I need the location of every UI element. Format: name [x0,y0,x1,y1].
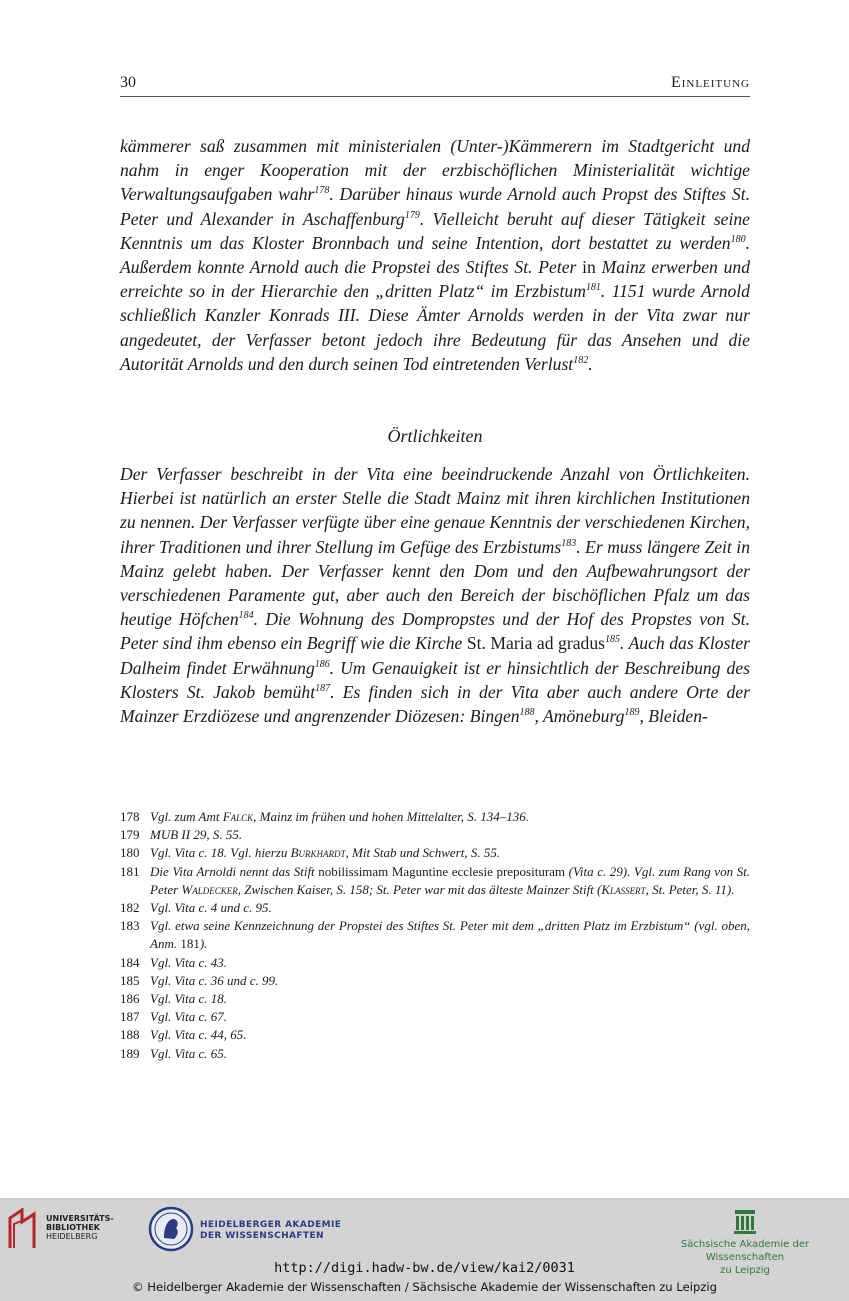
text-span: . Er muss längere Zeit in Mainz gelebt haben. Der Verfasser kennt den Dom und den Aufbewahrungsort der verschiedenen Paramente gut, aber auch den Bereich der bischöflichen Pfalz um das heutige Höfchen [120,536,750,630]
footnote-text: Vgl. Vita c. 43. [150,954,228,970]
footnote-number: 178 [120,809,140,824]
footnote-number: 182 [120,900,140,916]
footnotes [120,808,750,1063]
ub-line: HEIDELBERG [46,1232,98,1241]
text-span: , Zwischen Kaiser, S. 158; St. Peter war mit das älteste Mainzer Stift ( [237,881,602,897]
footnote-text: Vgl. Vita c. 4 und c. 95. [150,900,272,916]
text-span: . Um Genauigkeit ist er hinsichtlich der Beschreibung des Klosters St. Jakob bemüht [120,657,750,702]
footnote-182 [120,899,750,917]
saw-line: zu Leipzig [720,1265,770,1276]
footnote-186 [120,990,750,1008]
footnote-ref[interactable]: 186 [314,658,330,670]
text-span: in [576,257,602,278]
footnote-ref[interactable]: 185 [604,634,620,646]
academy-seal-icon [148,1206,194,1252]
text-span: , Amöneburg [534,706,625,727]
footnote-text [150,863,750,899]
ub-line: BIBLIOTHEK [46,1223,100,1232]
footnote-number: 183 [120,918,140,934]
author-name: Falck [222,809,254,824]
footnote-ref[interactable]: 181 [585,282,601,294]
footnote-ref[interactable]: 187 [315,682,331,694]
ub-line: UNIVERSITÄTS- [46,1214,114,1223]
footnote-ref[interactable]: 189 [624,707,640,719]
author-name: Klassert [601,881,646,897]
footnote-187 [120,1008,750,1026]
haw-logo[interactable] [148,1206,348,1254]
text-span: kämmerer saß zusammen mit ministerialen (Unter-)Kämmerern im Stadtgericht und nahm in enger Kooperation mit der erzbischöflichen Ministerialität wichtige Verwaltungsaufgaben wahr [120,136,750,205]
footnote-text: Vgl. Vita c. 65. [150,1045,228,1061]
copyright-notice: © Heidelberger Akademie der Wissenschaften / Sächsische Akademie der Wissenschaften zu Leipzig [132,1280,717,1294]
footnote-184 [120,954,750,972]
footnote-ref[interactable]: 180 [730,233,746,245]
footnote-number: 189 [120,1045,140,1061]
footnote-ref[interactable]: 182 [573,354,589,366]
footnote-text: Vgl. Vita c. 67. [150,1009,228,1025]
ub-heidelberg-logo[interactable] [8,1208,120,1250]
footnote-text [150,917,750,953]
text-span: . Außerdem konnte Arnold auch die Propstei des Stiftes St. Peter [120,232,750,278]
text-span: Die Vita Arnoldi nennt das Stift [150,863,319,879]
text-span: Vgl. etwa seine Kennzeichnung der Propstei des Stiftes St. Peter mit dem „dritten Platz im Erzbistum“ (vgl. oben, Anm. [150,918,750,952]
author-name: Waldecker [181,881,238,897]
footnote-number: 188 [120,1027,140,1043]
footnote-189 [120,1045,750,1063]
latin-quote: nobilissimam Maguntine ecclesie preposituram [318,863,566,879]
footnote-183 [120,917,750,953]
text-span: St. Maria ad gradus [466,633,605,654]
footnote-ref[interactable]: 184 [238,610,254,622]
text-span: ). [199,936,208,952]
footnote-number: 186 [120,991,140,1007]
footnote-188 [120,1026,750,1044]
text-span: . Die Wohnung des Dompropstes und der Hof des Propstes von St. Peter sind ihm ebenso ein Begriff wie die Kirche [120,609,750,654]
paragraph-2 [120,462,750,728]
footnote-ref[interactable]: 188 [519,707,535,719]
text-span: . Auch das Kloster Dalheim findet Erwähnung [120,633,750,678]
footnote-text: MUB II 29, S. 55. [150,827,243,843]
page-number: 30 [120,74,136,91]
footnote-number: 180 [120,845,140,861]
ub-heidelberg-label [46,1214,114,1241]
footnote-179 [120,826,750,844]
footnote-number: 187 [120,1009,140,1025]
footnote-ref[interactable]: 178 [314,185,330,197]
footnote-ref[interactable]: 179 [404,209,420,221]
footnote-text [150,844,750,862]
haw-line: DER WISSENSCHAFTEN [200,1231,324,1241]
text-span: . [588,353,593,374]
text-span: , St. Peter, S. 11). [645,881,735,897]
saw-building-icon [733,1208,757,1234]
haw-label [200,1220,341,1242]
saw-logo[interactable] [650,1208,840,1276]
text-span: Vgl. zum Amt [150,809,223,824]
footnote-number: 184 [120,954,140,970]
viewer-footer [0,1198,849,1301]
footnote-185 [120,972,750,990]
text-span: , Bleiden- [639,706,708,727]
footnote-181 [120,863,750,899]
haw-line: HEIDELBERGER AKADEMIE [200,1220,342,1230]
text-span: . Vielleicht beruht auf dieser Tätigkeit seine Kenntnis um das Kloster Bronnbach und seine Intention, dort bestattet zu werden [120,208,750,253]
permalink-url[interactable]: http://digi.hadw-bw.de/view/kai2/0031 [274,1260,575,1276]
text-span: . 1151 wurde Arnold schließlich Kanzler Konrads III. Diese Ämter Arnolds werden in der Vita zwar nur angedeutet, der Verfasser betont jedoch ihre Bedeutung für das Ansehen und die Autorität Arnolds und den durch seinen Tod eintretenden Verlust [120,281,750,374]
author-name: Burkhardt [290,845,346,861]
ub-heidelberg-icon [8,1208,40,1250]
cross-reference: 181 [180,936,200,952]
text-span: Mainz erwerben und erreichte so in der Hierarchie den „dritten Platz“ im Erzbistum [120,257,750,302]
footnote-number: 181 [120,863,140,879]
paragraph-1 [120,134,750,376]
text-span: Der Verfasser beschreibt in der Vita eine beeindruckende Anzahl von Örtlichkeiten. Hierbei ist natürlich an erster Stelle die Stadt Mainz mit ihren kirchlichen Institutionen zu nennen. Der Verfasser verfügte über eine genaue Kenntnis der verschiedenen Kirchen, ihrer Traditionen und ihrer Stellung im Gefüge des Erzbistums [120,464,750,557]
footnote-text [150,808,750,826]
text-span: Vgl. Vita c. 18. Vgl. hierzu [150,845,291,861]
section-heading: Örtlichkeiten [387,426,483,446]
footnote-ref[interactable]: 183 [561,537,577,549]
footnote-number: 185 [120,972,140,988]
text-span: (Vita c. 29). Vgl. zum Rang von St. Peter [150,863,751,897]
footnote-text: Vgl. Vita c. 18. [150,991,228,1007]
text-span: , Mainz im frühen und hohen Mittelalter, S. 134–136. [253,809,530,824]
text-span: . Darüber hinaus wurde Arnold auch Propst des Stiftes St. Peter und Alexander in Aschaffenburg [120,184,750,229]
text-span: , Mit Stab und Schwert, S. 55. [345,845,501,861]
footnote-text: Vgl. Vita c. 44, 65. [150,1027,247,1043]
footnote-180 [120,844,750,862]
saw-line: Sächsische Akademie der Wissenschaften [680,1239,810,1263]
text-span: . Es finden sich in der Vita aber auch andere Orte der Mainzer Erzdiözese und angrenzender Diözesen: Bingen [120,681,750,727]
footnote-text: Vgl. Vita c. 36 und c. 99. [150,972,279,988]
footnote-178 [120,808,750,826]
running-title: Einleitung [670,74,750,91]
footnote-number: 179 [120,827,140,843]
running-header [120,72,750,97]
